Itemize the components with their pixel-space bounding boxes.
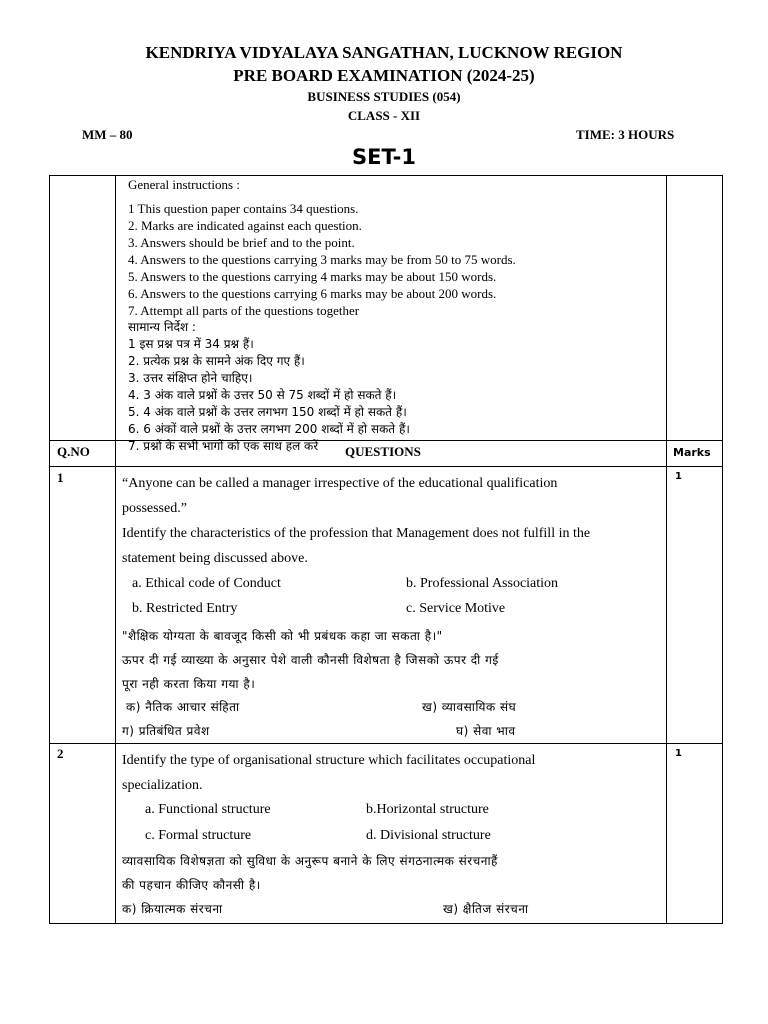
row-divider — [49, 466, 723, 467]
question-line: “Anyone can be called a manager irrespective of the educational qualification — [122, 476, 558, 491]
option-c: b. Restricted Entry — [132, 601, 238, 616]
hindi-instruction-line: 6. 6 अंकों वाले प्रश्नों के उत्तर लगभग 200 शब्दों में हो सकते हैं। — [128, 422, 410, 436]
hindi-option-d: घ) सेवा भाव — [456, 724, 516, 738]
school-name: KENDRIYA VIDYALAYA SANGATHAN, LUCKNOW REGION — [145, 43, 623, 62]
instruction-line: 1 This question paper contains 34 questions. — [128, 201, 359, 216]
hindi-instruction-line: 4. 3 अंक वाले प्रश्नों के उत्तर 50 से 75 शब्दों में हो सकते हैं। — [128, 388, 397, 402]
instruction-line: 4. Answers to the questions carrying 3 marks may be from 50 to 75 words. — [128, 252, 516, 267]
hindi-instruction-line: 2. प्रत्येक प्रश्न के सामने अंक दिए गए हैं। — [128, 354, 305, 368]
option-b: b. Professional Association — [406, 576, 559, 591]
question-text — [122, 748, 662, 798]
question-line: possessed.” — [122, 501, 187, 516]
option-c: c. Formal structure — [145, 828, 252, 843]
instruction-line: 3. Answers should be brief and to the point. — [128, 235, 355, 250]
option-a: a. Ethical code of Conduct — [132, 576, 281, 591]
set-label: SET-1 — [351, 145, 417, 169]
hindi-question-line: ऊपर दी गई व्याख्या के अनुसार पेशे वाली कौनसी विशेषता है जिसको ऊपर दी गई — [122, 653, 499, 667]
hindi-instruction-line: 3. उत्तर संक्षिप्त होने चाहिए। — [128, 371, 253, 385]
hindi-question-line: पूरा नही करता किया गया है। — [122, 677, 256, 691]
exam-time: TIME: 3 HOURS — [576, 127, 675, 142]
hindi-instructions-title: सामान्य निर्देश : — [128, 320, 196, 334]
instruction-line: 2. Marks are indicated against each question. — [128, 218, 362, 233]
hindi-instruction-line: 7. प्रश्नों के सभी भागों को एक साथ हल करें — [128, 439, 319, 453]
hindi-option-a: क) क्रियात्मक संरचना — [122, 902, 223, 916]
question-marks: 1 — [675, 471, 682, 482]
hindi-instruction-line: 5. 4 अंक वाले प्रश्नों के उत्तर लगभग 150 शब्दों में हो सकते हैं। — [128, 405, 407, 419]
general-instructions — [128, 176, 663, 455]
instruction-line: 7. Attempt all parts of the questions together — [128, 303, 360, 318]
instruction-line: 6. Answers to the questions carrying 6 marks may be about 200 words. — [128, 286, 497, 301]
hindi-instruction-line: 1 इस प्रश्न पत्र में 34 प्रश्न हैं। — [128, 337, 254, 351]
question-text — [122, 471, 662, 571]
question-line: specialization. — [122, 778, 203, 793]
question-line: statement being discussed above. — [122, 551, 308, 566]
qno-header: Q.NO — [57, 444, 90, 459]
hindi-question-line: की पहचान कीजिए कौनसी है। — [122, 878, 261, 892]
option-a: a. Functional structure — [145, 802, 271, 817]
hindi-option-c: ग) प्रतिबंधित प्रवेश — [122, 724, 210, 738]
question-line: Identify the characteristics of the profession that Management does not fulfill in the — [122, 526, 591, 541]
option-d: d. Divisional structure — [366, 828, 491, 843]
question-marks: 1 — [675, 748, 682, 759]
instructions-title: General instructions : — [128, 177, 240, 192]
hindi-question-line: व्यावसायिक विशेषज्ञता को सुविधा के अनुरूप बनाने के लिए संगठनात्मक संरचनाहैं — [122, 854, 498, 868]
column-divider — [666, 175, 667, 924]
option-b: b.Horizontal structure — [366, 802, 489, 817]
option-d: c. Service Motive — [406, 601, 506, 616]
questions-header: QUESTIONS — [345, 444, 421, 459]
hindi-option-b: ख) क्षैतिज संरचना — [443, 902, 529, 916]
max-marks: MM – 80 — [82, 127, 133, 142]
hindi-question-line: "शैक्षिक योग्यता के बावजूद किसी को भी प्रबंधक कहा जा सकता है।" — [122, 629, 443, 643]
hindi-option-a: क) नैतिक आचार संहिता — [126, 700, 240, 714]
hindi-option-b: ख) व्यावसायिक संघ — [422, 700, 517, 714]
row-divider — [49, 743, 723, 744]
instruction-line: 5. Answers to the questions carrying 4 marks may be about 150 words. — [128, 269, 497, 284]
question-number: 1 — [57, 470, 64, 485]
class-title: CLASS - XII — [347, 108, 421, 123]
question-line: Identify the type of organisational structure which facilitates occupational — [122, 753, 536, 768]
exam-title: PRE BOARD EXAMINATION (2024-25) — [233, 66, 535, 85]
question-number: 2 — [57, 746, 64, 761]
marks-header: Marks — [673, 446, 711, 459]
column-divider — [115, 175, 116, 924]
subject-title: BUSINESS STUDIES (054) — [307, 89, 461, 104]
